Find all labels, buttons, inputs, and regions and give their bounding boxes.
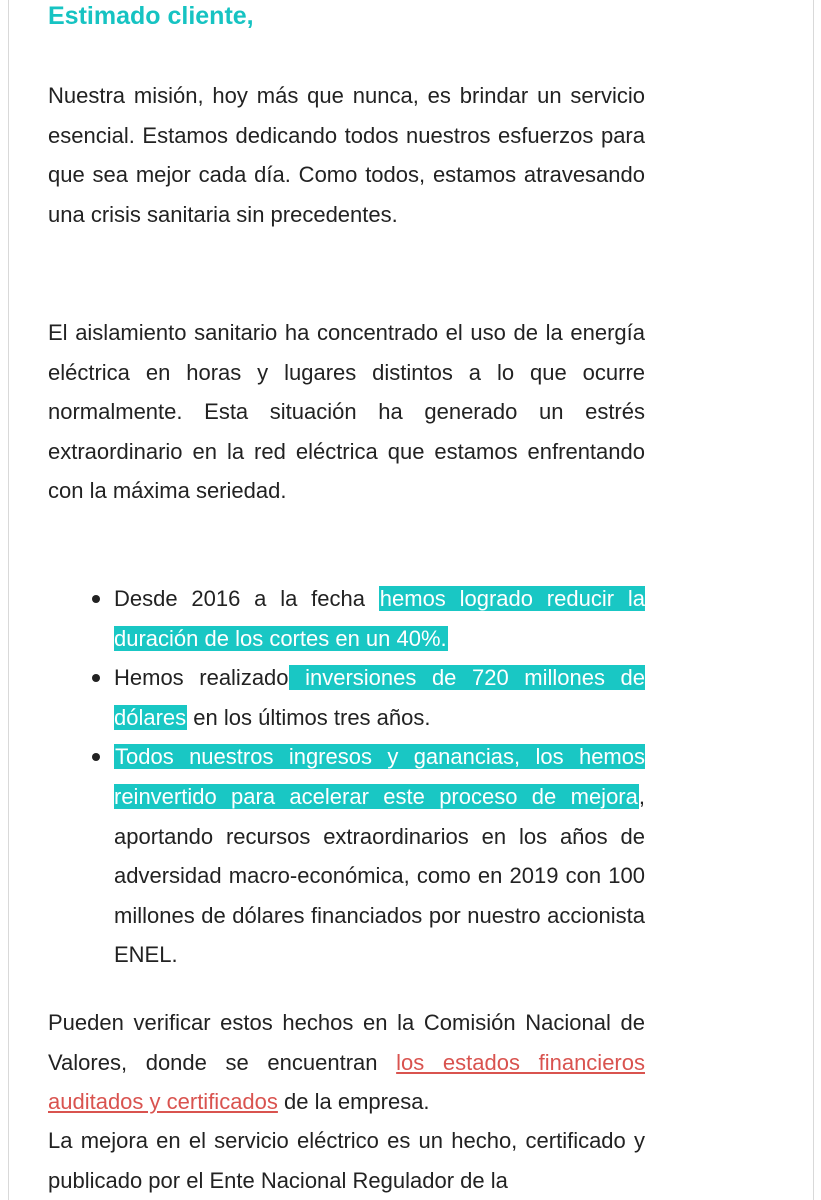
highlighted-text: inversiones de 720 millones de dólares xyxy=(114,665,645,730)
highlighted-text: hemos logrado reducir la duración de los cortes en un 40%. xyxy=(114,586,645,651)
achievements-list xyxy=(114,579,645,975)
greeting-heading: Estimado cliente, xyxy=(48,2,254,30)
bullet-text: , aportando recursos extraordinarios en los años de adversidad macro-económica, como en 2019 con 100 millones de dólares financiados por nuestro accionista ENEL. xyxy=(114,783,645,968)
financial-statements-link[interactable]: los estados financieros auditados y certificados xyxy=(48,1049,645,1115)
paragraph-verification xyxy=(48,1003,645,1122)
bullet-text: en los últimos tres años. xyxy=(187,704,431,730)
bullet-icon xyxy=(92,595,100,603)
paragraph-service-improvement: La mejora en el servicio eléctrico es un hecho, certificado y publicado por el Ente Nacional Regulador de la xyxy=(48,1128,645,1193)
list-item xyxy=(114,658,645,737)
bullet-text: Hemos realizado xyxy=(114,665,289,691)
paragraph-mission: Nuestra misión, hoy más que nunca, es brindar un servicio esencial. Estamos dedicando todos nuestros esfuerzos para que sea mejor cada día. Como todos, estamos atravesando una crisis sanitaria sin precedentes. xyxy=(48,83,645,227)
bullet-text: Desde 2016 a la fecha xyxy=(114,586,379,611)
paragraph-isolation: El aislamiento sanitario ha concentrado el uso de la energía eléctrica en horas y lugares distintos a lo que ocurre normalmente. Esta situación ha generado un estrés extraordinario en la red eléctrica que estamos enfrentando con la máxima seriedad. xyxy=(48,320,645,504)
list-item xyxy=(114,579,645,658)
paragraph-text: de la empresa. xyxy=(277,1089,430,1115)
highlighted-text: Todos nuestros ingresos y ganancias, los hemos reinvertido para acelerar este proceso de mejora xyxy=(114,744,645,809)
paragraph-text: Pueden verificar estos hechos en la Comisión Nacional de Valores, donde se encuentran xyxy=(48,1010,645,1075)
list-item xyxy=(114,737,645,975)
